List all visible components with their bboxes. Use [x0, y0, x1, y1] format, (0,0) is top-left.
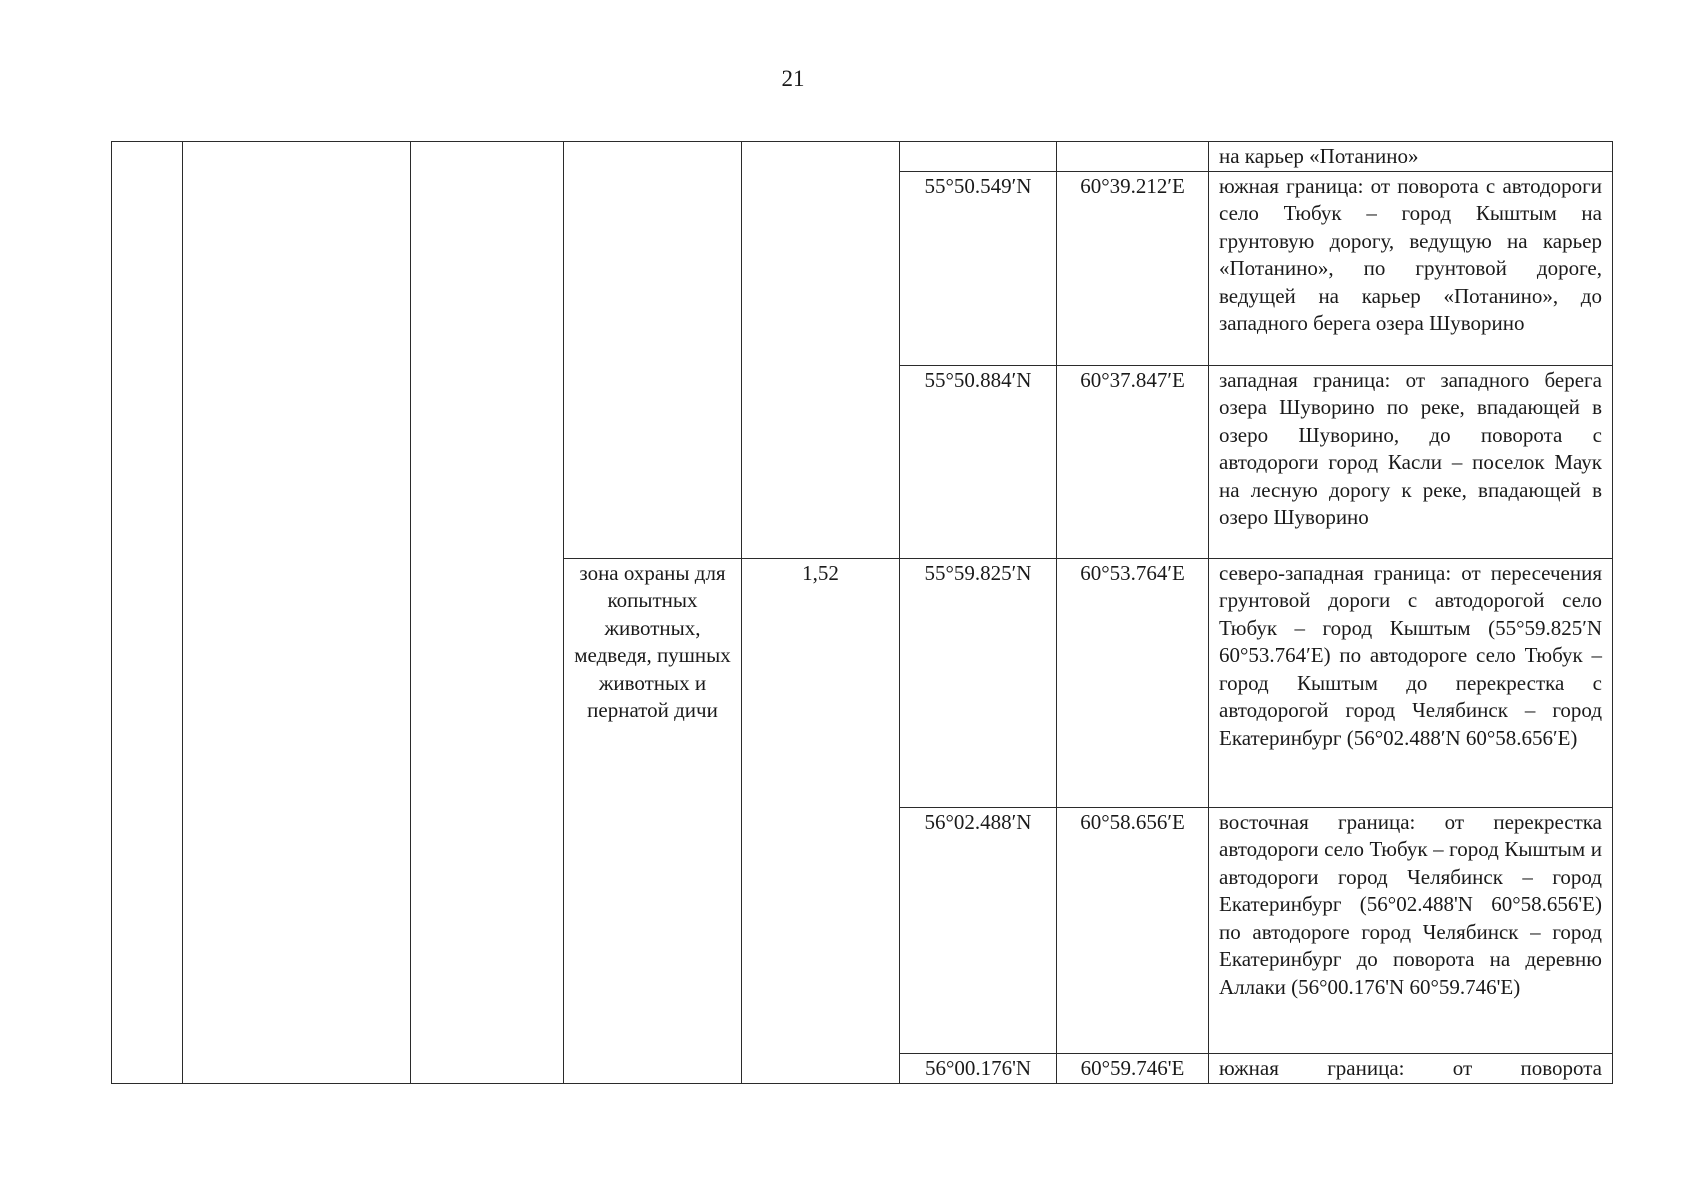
empty-cell-number	[112, 142, 183, 1084]
boundary-description: северо-западная граница: от пересечения грунтовой дороги с автодорогой село Тюбук – город Кыштым (55°59.825′N 60°53.764′E) по автодороге село Тюбук – город Кыштым до перекрестка с автодорогой город Челябинск – город Екатеринбург (56°02.488′N 60°58.656′E)	[1209, 558, 1613, 807]
boundary-description: западная граница: от западного берега озера Шуворино по реке, впадающей в озеро Шуворино, до поворота с автодороги город Касли – поселок Маук на лесную дорогу к реке, впадающей в озеро Шуворино	[1209, 365, 1613, 558]
longitude-cell: 60°39.212′E	[1057, 171, 1209, 365]
zone-name-cell: зона охраны для копытных животных, медведя, пушных животных и пернатой дичи	[564, 558, 742, 1083]
boundary-description: на карьер «Потанино»	[1209, 142, 1613, 172]
boundary-description: восточная граница: от перекрестка автодороги село Тюбук – город Кыштым и автодороги город Челябинск – город Екатеринбург (56°02.488'N 60°58.656'E) по автодороге город Челябинск – город Екатеринбург до поворота на деревню Аллаки (56°00.176'N 60°59.746'E)	[1209, 807, 1613, 1053]
page-number: 21	[781, 66, 805, 91]
longitude-cell: 60°37.847′E	[1057, 365, 1209, 558]
latitude-cell: 55°50.884′N	[900, 365, 1057, 558]
latitude-cell: 55°59.825′N	[900, 558, 1057, 807]
boundary-description: южная граница: от поворота	[1209, 1053, 1613, 1083]
longitude-cell: 60°58.656′E	[1057, 807, 1209, 1053]
empty-cell-zone	[564, 142, 742, 559]
zone-area-cell: 1,52	[742, 558, 900, 1083]
zones-table	[111, 141, 1613, 1084]
longitude-cell	[1057, 142, 1209, 172]
empty-cell-district	[411, 142, 564, 1084]
latitude-cell	[900, 142, 1057, 172]
latitude-cell: 55°50.549′N	[900, 171, 1057, 365]
latitude-cell: 56°02.488′N	[900, 807, 1057, 1053]
longitude-cell: 60°59.746'E	[1057, 1053, 1209, 1083]
latitude-cell: 56°00.176'N	[900, 1053, 1057, 1083]
longitude-cell: 60°53.764′E	[1057, 558, 1209, 807]
table-row	[112, 142, 1613, 172]
empty-cell-hunting-ground	[183, 142, 411, 1084]
boundary-description: южная граница: от поворота с автодороги село Тюбук – город Кыштым на грунтовую дорогу, ведущую на карьер «Потанино», по грунтовой дороге, ведущей на карьер «Потанино», до западного берега озера Шуворино	[1209, 171, 1613, 365]
empty-cell-area	[742, 142, 900, 559]
